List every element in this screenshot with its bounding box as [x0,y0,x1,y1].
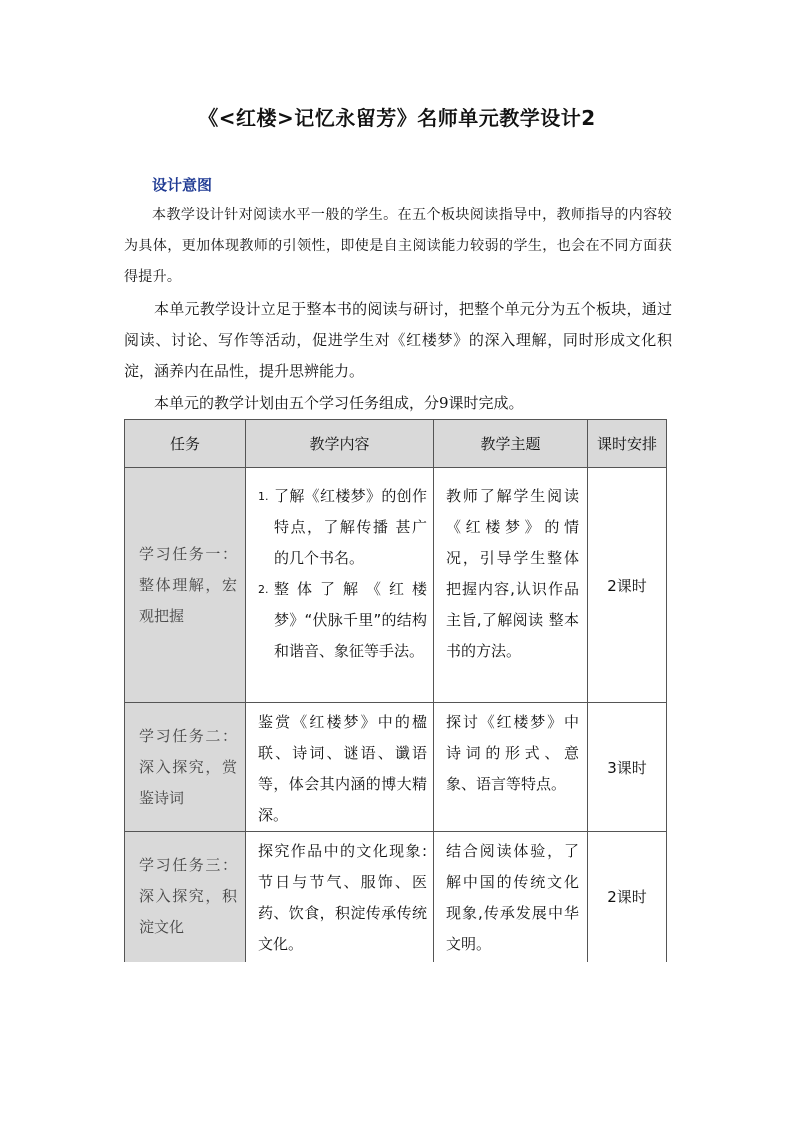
table-row [125,468,667,703]
header-theme: 教学主题 [434,420,588,468]
time-cell: 2课时 [588,832,667,962]
unit-design-paragraph: 本单元教学设计立足于整本书的阅读与研讨，把整个单元分为五个板块，通过阅读、讨论、写作等活动，促进学生对《红楼梦》的深入理解，同时形成文化积淀，涵养内在品性，提升思辨能力。 [124,300,672,380]
task-cell: 学习任务三：深入探究，积淀文化 [125,832,246,962]
list-item [258,574,427,667]
time-cell: 3课时 [588,703,667,832]
task-cell: 学习任务一：整体理解，宏观把握 [125,468,246,703]
table-row [125,832,667,962]
task-cell: 学习任务二：深入探究，赏鉴诗词 [125,703,246,832]
list-text: 整体了解《红楼梦》“伏脉千里”的结构和谐音、象征等手法。 [274,580,427,660]
content-cell: 探究作品中的文化现象:节日与节气、服饰、医药、饮食，积淀传承传统文化。 [246,832,434,962]
header-time: 课时安排 [588,420,667,468]
theme-cell: 教师了解学生阅读《红楼梦》的情况，引导学生整体把握内容,认识作品主旨,了解阅读 整本书的方法。 [434,468,588,703]
content-cell: 鉴赏《红楼梦》中的楹联、诗词、谜语、谶语等，体会其内涵的博大精深。 [246,703,434,832]
list-number: 2. [258,583,269,596]
time-cell: 2课时 [588,468,667,703]
intent-paragraph: 本教学设计针对阅读水平一般的学生。在五个板块阅读指导中，教师指导的内容较为具体，更加体现教师的引领性，即使是自主阅读能力较弱的学生，也会在不同方面获得提升。 [124,207,672,285]
plan-summary-paragraph: 本单元的教学计划由五个学习任务组成，分9课时完成。 [154,394,524,412]
theme-cell: 探讨《红楼梦》中诗词的形式、意象、语言等特点。 [434,703,588,832]
table-header-row [125,420,667,468]
header-task: 任务 [125,420,246,468]
teaching-plan-table [124,419,667,962]
document-title: 《<红楼>记忆永留芳》名师单元教学设计2 [198,106,596,130]
section-heading: 设计意图 [152,176,213,194]
table-row [125,703,667,832]
list-text: 了解《红楼梦》的创作特点，了解传播 甚广的几个书名。 [274,487,427,567]
list-number: 1. [258,490,269,503]
header-content: 教学内容 [246,420,434,468]
theme-cell: 结合阅读体验，了解中国的传统文化现象,传承发展中华文明。 [434,832,588,962]
list-item [258,481,427,574]
content-cell [246,468,434,703]
